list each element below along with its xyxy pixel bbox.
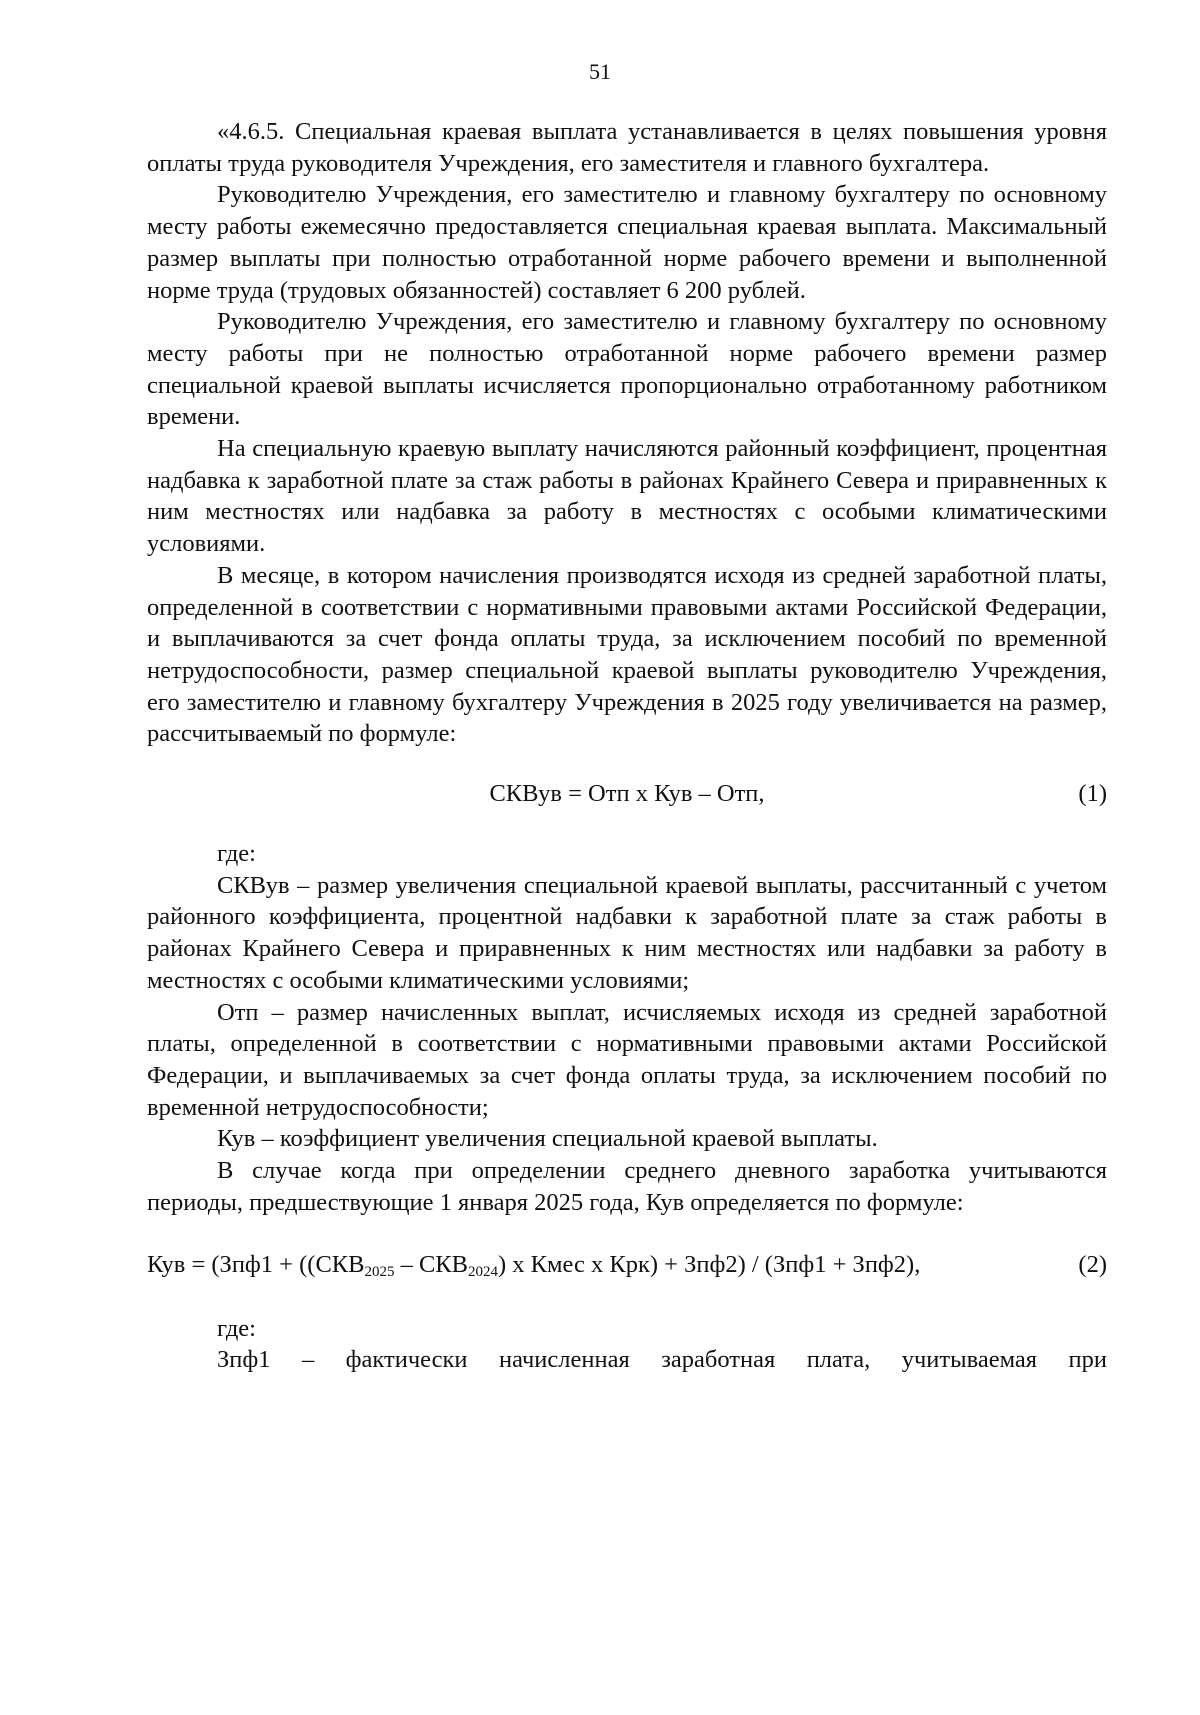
paragraph-case-2025: В случае когда при определении среднего дневного заработка учитываются периоды, предшествующие 1 января 2025 года, Кув определяется по формуле: — [147, 1157, 1107, 1216]
formula-2-subscript-2024: 2024 — [468, 1263, 498, 1280]
formula-1-text: СКВув = Отп х Кув – Отп, — [489, 780, 765, 808]
formula-1 — [147, 778, 1107, 812]
formula-2-part-1: Кув = (Зпф1 + ((СКВ — [147, 1250, 365, 1278]
paragraph-increase-2025: В месяце, в котором начисления производятся исходя из средней заработной платы, определенной в соответствии с нормативными правовыми актами Российской Федерации, и выплачиваются за счет фонда оплаты труда, за исключением пособий по временной нетрудоспособности, размер специальной краевой выплаты руководителю Учреждения, его заместителю и главному бухгалтеру Учреждения в 2025 году увеличивается на размер, рассчитываемый по формуле: — [147, 561, 1107, 748]
paragraph-regional-coefficient: На специальную краевую выплату начисляются районный коэффициент, процентная надбавка к заработной плате за стаж работы в районах Крайнего Севера и приравненных к ним местностях или надбавка за работу в местностях с особыми климатическими условиями. — [147, 435, 1107, 558]
formula-2-text — [147, 1249, 920, 1281]
formula-2 — [147, 1249, 1107, 1283]
paragraph-4-6-5: «4.6.5. Специальная краевая выплата устанавливается в целях повышения уровня оплаты труда руководителя Учреждения, его заместителя и главного бухгалтера. — [147, 118, 1107, 177]
document-body — [147, 116, 1107, 1376]
paragraph-proportional: Руководителю Учреждения, его заместителю и главному бухгалтеру по основному месту работы при не полностью отработанной норме рабочего времени размер специальной краевой выплаты исчисляется пропорционально отработанному работником времени. — [147, 308, 1107, 431]
where-label-1: где: — [217, 840, 256, 868]
definition-zpf1: Зпф1 – фактически начисленная заработная плата, учитываемая при — [217, 1346, 1107, 1374]
paragraph-max-payment: Руководителю Учреждения, его заместителю и главному бухгалтеру по основному месту работы ежемесячно предоставляется специальная краевая выплата. Максимальный размер выплаты при полностью отработанной норме рабочего времени и выполненной норме труда (трудовых обязанностей) составляет 6 200 рублей. — [147, 181, 1107, 304]
where-label-2: где: — [217, 1314, 256, 1342]
formula-2-part-2: – СКВ — [394, 1250, 468, 1278]
definition-kuv: Кув – коэффициент увеличения специальной краевой выплаты. — [217, 1125, 878, 1153]
page-number: 51 — [589, 59, 611, 84]
formula-2-number: (2) — [1078, 1250, 1107, 1278]
formula-1-number: (1) — [1078, 780, 1107, 808]
definition-otp: Отп – размер начисленных выплат, исчисляемых исходя из средней заработной платы, определенной в соответствии с нормативными правовыми актами Российской Федерации, и выплачиваемых за счет фонда оплаты труда, за исключением пособий по временной нетрудоспособности; — [147, 998, 1107, 1121]
formula-2-subscript-2025: 2025 — [364, 1263, 395, 1280]
definition-skvuv: СКВув – размер увеличения специальной краевой выплаты, рассчитанный с учетом районного коэффициента, процентной надбавки к заработной плате за стаж работы в районах Крайнего Севера и приравненных к ним местностях или надбавки за работу в местностях с особыми климатическими условиями; — [147, 871, 1107, 994]
formula-2-part-3: ) х Кмес х Крк) + Зпф2) / (Зпф1 + Зпф2), — [498, 1250, 921, 1278]
